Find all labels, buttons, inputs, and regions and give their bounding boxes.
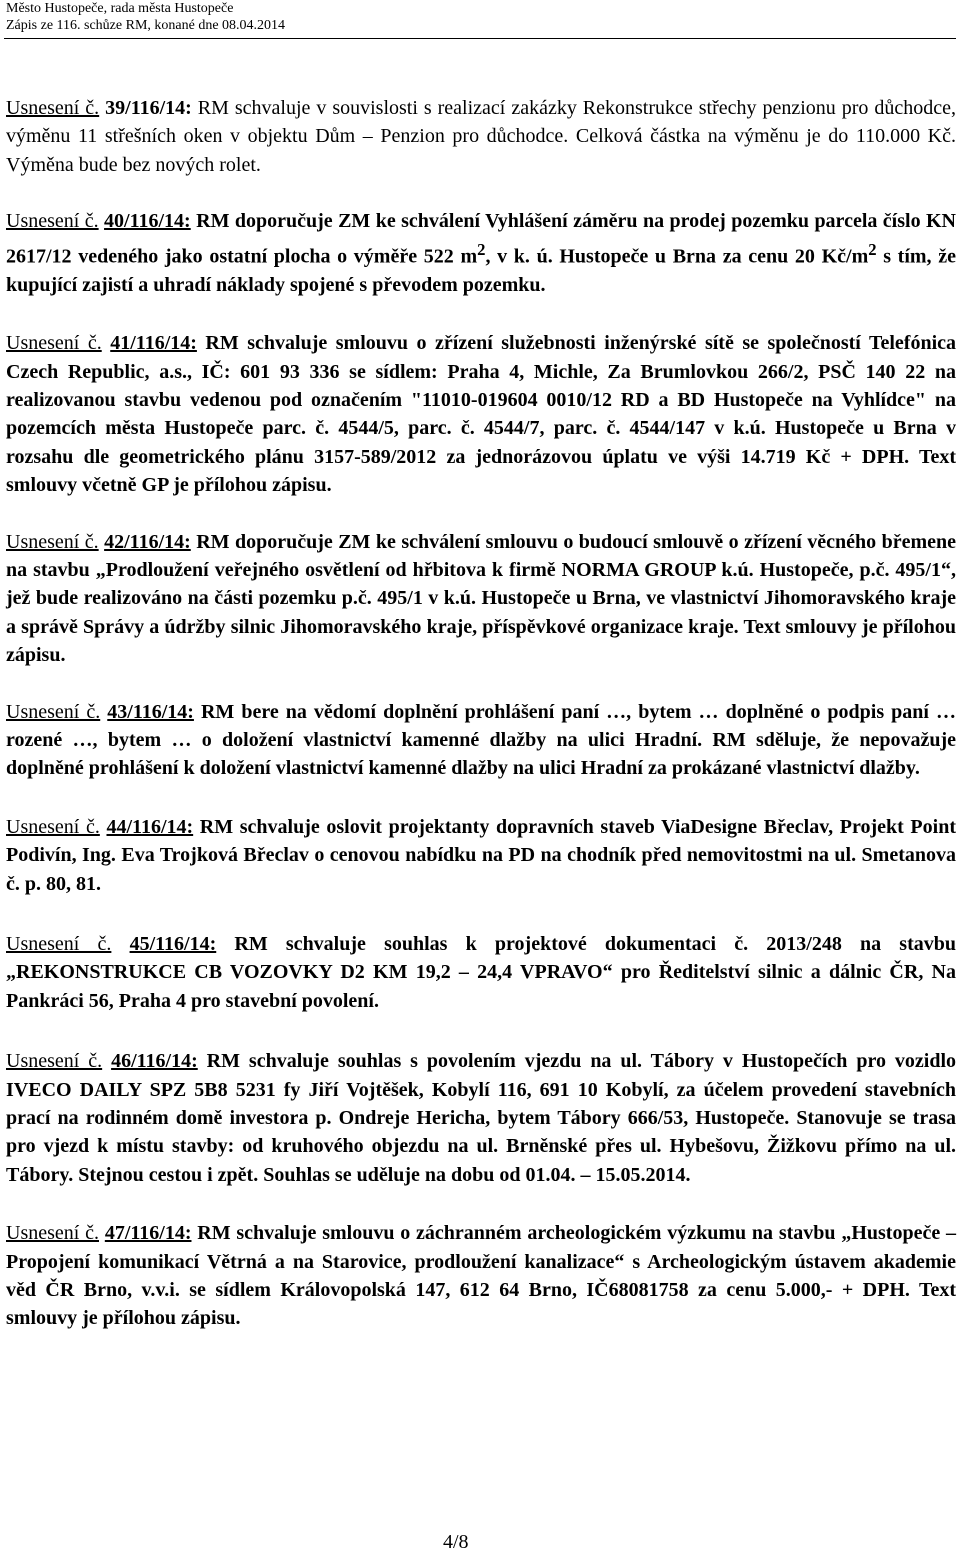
superscript: 2 — [477, 239, 486, 259]
resolution-text: RM schvaluje v souvislosti s realizací zakázky Rekonstrukce střechy penzionu pro důchodce, výměnu 11 střešních oken v objektu Dům – Penzion pro důchodce. Celková částka na výměnu je do 110.000 Kč. Výměna bude bez nových rolet. — [6, 97, 956, 176]
page-header — [6, 0, 506, 34]
resolution-text: , v k. ú. Hustopeče u Brna za cenu 20 Kč/m — [485, 245, 869, 268]
resolution-text: RM schvaluje smlouvu o záchranném archeologickém výzkumu na stavbu „Hustopeče – Propojení komunikací Větrná a na Starovice, prodloužení kanalizace“ s Archeologickým ústavem akademie věd ČR Brno, v.v.i. se sídlem Královopolská 147, 612 64 Brno, IČ68081758 za cenu 5.000,- + DPH. Text smlouvy je přílohou zápisu. — [6, 1222, 957, 1330]
resolution-text: RM schvaluje smlouvu o zřízení služebnosti inženýrské sítě se společností Telefónica Czech Republic, a.s., IČ: 601 93 336 se sídlem: Praha 4, Michle, Za Brumlovkou 266/2, PSČ 140 22 na realizovanou stavbu vedenou pod označením "11010-019604 0010/12 RD a BD Hustopeče na Vyhlídce" na pozemcích města Hustopeče parc. č. 4544/5, parc. č. 4544/7, parc. č. 4544/147 v k.ú. Hustopeče u Brna v rozsahu dle geometrického plánu 3157-589/2012 za jednorázovou úplatu ve výši 14.719 Kč + DPH. Text smlouvy včetně GP je přílohou zápisu. — [6, 332, 957, 497]
resolution-label: Usnesení č. — [6, 1050, 103, 1073]
resolution-45 — [6, 930, 956, 1015]
resolution-42 — [6, 528, 956, 670]
resolution-number: 42/116/14: — [104, 530, 191, 553]
resolution-label: Usnesení č. — [6, 933, 112, 955]
header-meeting-title: Zápis ze 116. schůze RM, konané dne 08.04.2014 — [6, 18, 286, 33]
resolution-number: 44/116/14: — [106, 815, 194, 838]
resolutions-list — [6, 94, 956, 1333]
resolution-text: s tím, že kupující zajistí a uhradí náklady spojené s převodem pozemku. — [6, 245, 956, 296]
resolution-label: Usnesení č. — [6, 97, 100, 119]
resolution-label: Usnesení č. — [6, 700, 101, 723]
resolution-43 — [6, 698, 956, 783]
resolution-44 — [6, 813, 956, 898]
resolution-text: RM doporučuje ZM ke schválení Vyhlášení záměru na prodej pozemku parcela číslo KN 2617/12 vedeného jako ostatní plocha o výměře 522 m — [6, 210, 957, 268]
resolution-number: 41/116/14: — [110, 332, 197, 355]
resolution-47 — [6, 1219, 956, 1333]
superscript: 2 — [868, 239, 877, 259]
resolution-text: RM schvaluje oslovit projektanty dopravních staveb ViaDesigne Břeclav, Projekt Point Podivín, Ing. Eva Trojková Břeclav o cenovou nabídku na PD na chodník před nemovitostmi na ul. Smetanova č. p. 80, 81. — [6, 815, 956, 895]
resolution-41 — [6, 329, 956, 499]
resolution-label: Usnesení č. — [6, 1222, 99, 1245]
resolution-label: Usnesení č. — [6, 530, 99, 553]
resolution-text: RM doporučuje ZM ke schválení smlouvu o budoucí smlouvě o zřízení věcného břemene na stavbu „Prodloužení veřejného osvětlení od hřbitova k firmě NORMA GROUP k.ú. Hustopeče, p.č. 495/1“, jež bude realizováno na části pozemku p.č. 495/1 v k.ú. Hustopeče u Brna, ve vlastnictví Jihomoravského kraje a správě Správy a údržby silnic Jihomoravského kraje, příspěvkové organizace kraje. Text smlouvy je přílohou zápisu. — [6, 530, 957, 667]
header-municipality: Město Hustopeče, rada města Hustopeče — [6, 1, 234, 16]
resolution-39 — [6, 94, 956, 179]
resolution-40 — [6, 207, 956, 299]
resolution-number: 40/116/14: — [104, 210, 191, 233]
resolution-text: RM schvaluje souhlas k projektové dokumentaci č. 2013/248 na stavbu „REKONSTRUKCE CB VOZOVKY D2 KM 19,2 – 24,4 VPRAVO“ pro Ředitelství silnic a dálnic ČR, Na Pankráci 56, Praha 4 pro stavební povolení. — [6, 933, 956, 1012]
resolution-number: 43/116/14: — [107, 700, 194, 723]
resolution-label: Usnesení č. — [6, 210, 99, 233]
header-divider — [4, 38, 956, 39]
resolution-text: RM bere na vědomí doplnění prohlášení paní …, bytem … doplněné o podpis paní … rozené …, bytem … o doložení vlastnictví kamenné dlažby na ulici Hradní. RM sděluje, že nepovažuje doplněné prohlášení k doložení vlastnictví kamenné dlažby na ulici Hradní za prokázané vlastnictví dlažby. — [6, 700, 956, 780]
resolution-number: 46/116/14: — [111, 1050, 198, 1073]
resolution-label: Usnesení č. — [6, 815, 100, 838]
resolution-label: Usnesení č. — [6, 332, 102, 355]
resolution-text: RM schvaluje souhlas s povolením vjezdu na ul. Tábory v Hustopečích pro vozidlo IVECO DAILY SPZ 5B8 5231 fy Jiří Vojtěšek, Kobylí 116, 691 10 Kobylí, za účelem provedení stavebních prací na rodinném domě investora p. Ondreje Hericha, bytem Tábory 666/53, Hustopeče. Stanovuje se trasa pro vjezd k místu stavby: od kruhového objezdu na ul. Brněnské přes ul. Hybešovu, Žižkovu přímo na ul. Tábory. Stejnou cestou i zpět. Souhlas se uděluje na dobu od 01.04. – 15.05.2014. — [6, 1050, 957, 1186]
resolution-number: 45/116/14: — [129, 933, 217, 955]
resolution-number: 47/116/14: — [104, 1222, 192, 1245]
resolution-46 — [6, 1047, 956, 1189]
resolution-number: 39/116/14: — [105, 97, 192, 119]
page-number: 4/8 — [443, 1531, 469, 1553]
